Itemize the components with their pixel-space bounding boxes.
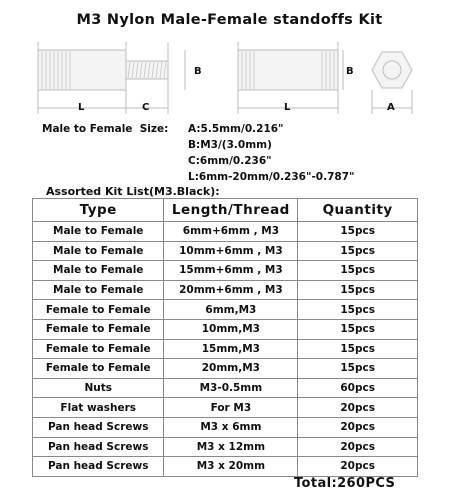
cell-quantity: 20pcs bbox=[298, 398, 418, 418]
table-row bbox=[33, 437, 418, 457]
table-row bbox=[33, 280, 418, 300]
cell-quantity: 15pcs bbox=[298, 241, 418, 261]
cell-length-thread: 10mm,M3 bbox=[164, 319, 298, 339]
spec-line-l: L:6mm-20mm/0.236"-0.787" bbox=[188, 171, 355, 183]
table-row bbox=[33, 319, 418, 339]
cell-quantity: 15pcs bbox=[298, 319, 418, 339]
cell-quantity: 20pcs bbox=[298, 457, 418, 477]
spec-label: Male to Female Size: bbox=[42, 123, 169, 135]
kit-list-table bbox=[32, 198, 418, 477]
dim-label-a: A bbox=[387, 102, 395, 113]
table-row bbox=[33, 241, 418, 261]
kit-list-heading: Assorted Kit List(M3.Black): bbox=[46, 185, 220, 198]
header-quantity: Quantity bbox=[298, 199, 418, 222]
cell-quantity: 20pcs bbox=[298, 417, 418, 437]
spec-line-a: A:5.5mm/0.216" bbox=[188, 123, 284, 135]
cell-length-thread: 10mm+6mm , M3 bbox=[164, 241, 298, 261]
table-row bbox=[33, 222, 418, 242]
table-row bbox=[33, 417, 418, 437]
cell-type: Nuts bbox=[33, 378, 164, 398]
spec-line-b: B:M3/(3.0mm) bbox=[188, 139, 272, 151]
cell-length-thread: M3 x 6mm bbox=[164, 417, 298, 437]
cell-length-thread: M3-0.5mm bbox=[164, 378, 298, 398]
dim-label-b-2: B bbox=[346, 66, 354, 77]
spec-line-c: C:6mm/0.236" bbox=[188, 155, 272, 167]
dim-label-l: L bbox=[78, 102, 85, 113]
cell-quantity: 15pcs bbox=[298, 300, 418, 320]
cell-type: Male to Female bbox=[33, 261, 164, 281]
male-female-standoff-drawing bbox=[38, 42, 185, 114]
table-row bbox=[33, 378, 418, 398]
table-row bbox=[33, 300, 418, 320]
header-type: Type bbox=[33, 199, 164, 222]
table-row bbox=[33, 457, 418, 477]
cell-quantity: 15pcs bbox=[298, 359, 418, 379]
cell-quantity: 20pcs bbox=[298, 437, 418, 457]
cell-type: Female to Female bbox=[33, 359, 164, 379]
cell-type: Female to Female bbox=[33, 319, 164, 339]
cell-length-thread: For M3 bbox=[164, 398, 298, 418]
header-length-thread: Length/Thread bbox=[164, 199, 298, 222]
cell-type: Pan head Screws bbox=[33, 417, 164, 437]
cell-type: Male to Female bbox=[33, 241, 164, 261]
table-row bbox=[33, 359, 418, 379]
cell-quantity: 15pcs bbox=[298, 339, 418, 359]
cell-length-thread: 6mm,M3 bbox=[164, 300, 298, 320]
table-row bbox=[33, 261, 418, 281]
cell-type: Pan head Screws bbox=[33, 437, 164, 457]
cell-type: Male to Female bbox=[33, 280, 164, 300]
cell-type: Flat washers bbox=[33, 398, 164, 418]
dim-label-c: C bbox=[142, 102, 150, 113]
cell-type: Male to Female bbox=[33, 222, 164, 242]
cell-quantity: 60pcs bbox=[298, 378, 418, 398]
cell-length-thread: M3 x 20mm bbox=[164, 457, 298, 477]
page-title: M3 Nylon Male-Female standoffs Kit bbox=[76, 12, 383, 28]
cell-quantity: 15pcs bbox=[298, 222, 418, 242]
standoff-diagram bbox=[0, 34, 459, 114]
cell-length-thread: 15mm,M3 bbox=[164, 339, 298, 359]
female-standoff-drawing bbox=[238, 42, 343, 114]
cell-quantity: 15pcs bbox=[298, 261, 418, 281]
cell-quantity: 15pcs bbox=[298, 280, 418, 300]
cell-length-thread: 20mm+6mm , M3 bbox=[164, 280, 298, 300]
table-row bbox=[33, 398, 418, 418]
cell-length-thread: 6mm+6mm , M3 bbox=[164, 222, 298, 242]
cell-length-thread: 20mm,M3 bbox=[164, 359, 298, 379]
cell-type: Pan head Screws bbox=[33, 457, 164, 477]
cell-type: Female to Female bbox=[33, 300, 164, 320]
table-header-row bbox=[33, 199, 418, 222]
cell-type: Female to Female bbox=[33, 339, 164, 359]
table-row bbox=[33, 339, 418, 359]
total-count: Total:260PCS bbox=[294, 476, 396, 491]
cell-length-thread: M3 x 12mm bbox=[164, 437, 298, 457]
dim-label-l-2: L bbox=[284, 102, 291, 113]
cell-length-thread: 15mm+6mm , M3 bbox=[164, 261, 298, 281]
dim-label-b: B bbox=[194, 66, 202, 77]
